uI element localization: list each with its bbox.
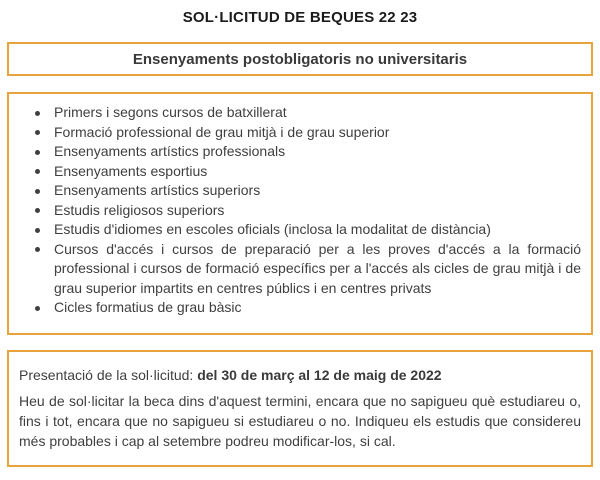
deadline-box — [7, 350, 593, 467]
list-item: Ensenyaments artístics professionals — [17, 142, 583, 162]
deadline-dates: del 30 de març al 12 de maig de 2022 — [197, 366, 442, 383]
section-header-label: Ensenyaments postobligatoris no universitaris — [132, 50, 468, 68]
section-header-box — [7, 42, 593, 76]
studies-list-box — [7, 92, 593, 335]
list-item: Formació professional de grau mitjà i de grau superior — [17, 123, 583, 143]
list-item: Primers i segons cursos de batxillerat — [17, 103, 583, 123]
studies-list — [17, 103, 583, 318]
list-item: Ensenyaments esportius — [17, 162, 583, 182]
list-item: Cicles formatius de grau bàsic — [17, 298, 583, 318]
list-item: Ensenyaments artístics superiors — [17, 181, 583, 201]
deadline-intro-label: Presentació de la sol·licitud: — [19, 366, 198, 383]
page-title: SOL·LICITUD DE BEQUES 22 23 — [182, 9, 418, 26]
list-item: Cursos d'accés i cursos de preparació per a les proves d'accés a la formació professional i cursos de formació específics per a l'accés als cicles de grau mitjà i de grau superior impartits en centres públics i en centres privats — [17, 240, 583, 299]
deadline-body-text: Heu de sol·licitar la beca dins d'aquest termini, encara que no sapigueu què estudiareu o, fins i tot, encara que no sapigueu si estudiareu o no. Indiqueu els estudis que considereu més probables i cap al setembre podreu modificar-los, si cal. — [19, 392, 581, 449]
list-item: Estudis religiosos superiors — [17, 201, 583, 221]
list-item: Estudis d'idiomes en escoles oficials (inclosa la modalitat de distància) — [17, 220, 583, 240]
deadline-line — [19, 365, 581, 385]
